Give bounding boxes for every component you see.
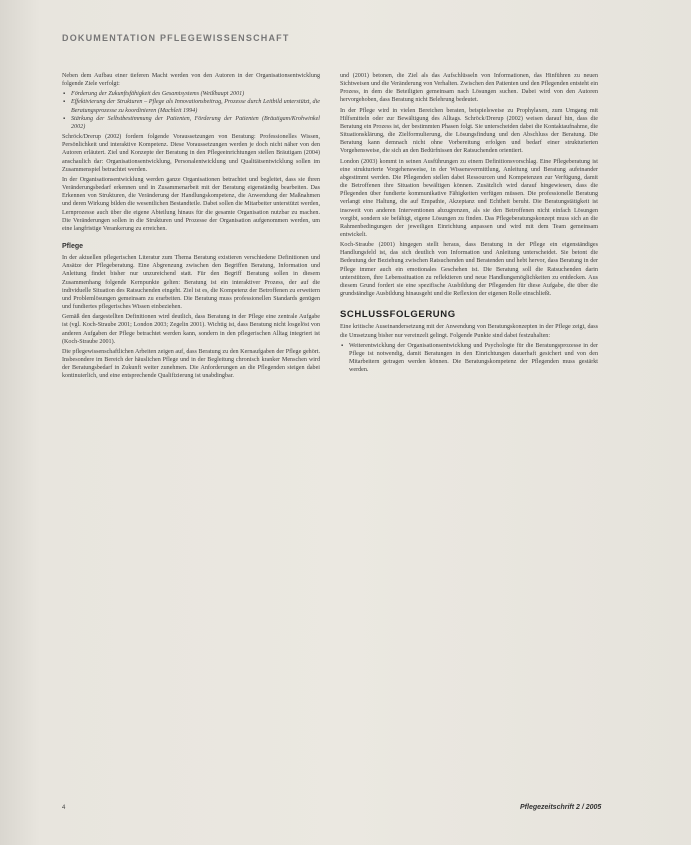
paragraph: und (2001) betonen, die Ziel als das Aufschlüsseln von Informationen, das Hinführen zu neuen Sichtweisen und die Veränderung von Verhalten. Zwischen den Patienten und den Pflegenden entsteht ein Prozess, in dem die Beteiligten gemeinsam nach Lösungen suchen. Dabei wird von den Autoren hervorgehoben, dass Beratung nicht Belehrung bedeutet. bbox=[340, 73, 598, 104]
bullet-item: ▪ Weiterentwicklung der Organisationsentwicklung und Psychologie für die Beratungsprozesse in der Pflege ist notwendig, damit Beratungen in den Einrichtungen dauerhaft gesichert und von den Mitarbeitern getragen werden können. Die Beratungskompetenz der Pflegenden muss gestärkt werden. bbox=[349, 342, 598, 375]
paragraph: Gemäß den dargestellten Definitionen wird deutlich, dass Beratung in der Pflege eine zentrale Aufgabe ist (vgl. Koch-Straube 2001; London 2003; Zegelin 2001). Wichtig ist, dass Beratung nicht losgelöst von anderen Aufgaben der Pflege betrachtet werden kann, sondern in den pflegerischen Alltag integriert ist (Koch-Straube 2001). bbox=[62, 314, 320, 345]
bullet-item: ▪ Förderung der Zukunftsfähigkeit des Gesamtsystems (Weißhaupt 2001) bbox=[71, 90, 320, 98]
left-column bbox=[62, 72, 320, 382]
paragraph: In der aktuellen pflegerischen Literatur zum Thema Beratung existieren verschiedene Definitionen und Ansätze der Pflegeberatung. Eine Abgrenzung zwischen den Begriffen Beratung, Information und Anleitung findet bisher nur unzureichend statt. Für den Begriff Beratung sollen in diesem Zusammenhang folgende Kernpunkte gelten: Beratung ist ein interaktiver Prozess, der auf die individuelle Situation des Ratsuchenden eingeht. Ziel ist es, die Kompetenz der Betroffenen zu erweitern und Problemlösungen gemeinsam zu erarbeiten. Die Beratung muss professionellen Standards genügen und fundiertes pflegerisches Wissen einbeziehen. bbox=[62, 255, 320, 311]
page-number: 4 bbox=[62, 805, 66, 811]
publication-title: Pflegezeitschrift 2 / 2005 bbox=[520, 804, 602, 811]
running-header: DOKUMENTATION PFLEGEWISSENSCHAFT bbox=[62, 33, 290, 43]
paragraph: Koch-Straube (2001) hingegen stellt heraus, dass Beratung in der Pflege ein eigenständiges Handlungsfeld ist, das sich deutlich von Information und Anleitung unterscheidet. Sie betont die Bedeutung der Beziehung zwischen Ratsuchenden und Beratenden und hebt hervor, dass Beratung in der Pflege immer auch ein emotionales Geschehen ist. Die Beratung soll die Ratsuchenden darin unterstützen, ihre Lebenssituation zu reflektieren und neue Handlungsmöglichkeiten zu entdecken. Aus diesem Grund fordert sie eine spezifische Ausbildung der Pflegenden für diese Aufgabe, die über die grundständige Ausbildung hinausgeht und die Reflexion der eigenen Rolle einschließt. bbox=[340, 242, 598, 298]
bullet-item: ▪ Effektivierung der Strukturen – Pflege als Innovationsbeitrag, Prozesse durch Leitbild unterstützt, die Beratungsprozesse zu koordinieren (Machleit 1994) bbox=[71, 98, 320, 114]
paragraph: In der Pflege wird in vielen Bereichen beraten, beispielsweise zu Prophylaxen, zum Umgang mit Hilfsmitteln oder zur Bewältigung des Alltags. Schröck/Drerup (2002) weisen darauf hin, dass die Beratung ein Prozess ist, der bestimmten Phasen folgt. Sie unterscheiden dabei die Kontaktaufnahme, die Situationsklärung, die Zielformulierung, die Lösungsfindung und den Abschluss der Beratung. Die Beratung kann demnach nicht ohne Vorbereitung erfolgen und bedarf einer strukturierten Vorgehensweise, die sich an den Bedürfnissen der Ratsuchenden orientiert. bbox=[340, 107, 598, 155]
section-heading: SCHLUSSFOLGERUNG bbox=[340, 309, 456, 321]
paragraph: London (2003) kommt in seinen Ausführungen zu einem Definitionsvorschlag. Eine Pflegeberatung ist eine strukturierte Vorgehensweise, in der Wissensvermittlung, Anleitung und Beratung aufeinander abgestimmt werden. Die Pflegenden stellen dabei Ressourcen und Kompetenzen zur Verfügung, damit die Betroffenen ihre Situation bewältigen können. Zusätzlich wird darauf hingewiesen, dass die Pflegenden über fundierte kommunikative Fähigkeiten verfügen müssen. Die professionelle Beratung verlangt eine Haltung, die auf Empathie, Akzeptanz und Echtheit beruht. Die Beratungstätigkeit ist insoweit von anderen Interventionen abzugrenzen, als sie den Betroffenen nicht einfach Lösungen vorgibt, sondern sie befähigt, eigene Lösungen zu finden. Das Pflegeberatungskonzept muss sich an die Rahmenbedingungen der jeweiligen Einrichtung anpassen und wird mit dem Team gemeinsam entwickelt. bbox=[340, 158, 598, 238]
subheading-pflege: Pflege bbox=[62, 242, 84, 250]
paragraph: Eine kritische Auseinandersetzung mit der Anwendung von Beratungskonzepten in der Pflege zeigt, dass die Umsetzung bisher nur vereinzelt gelingt. Folgende Punkte sind dabei festzuhalten: bbox=[340, 324, 598, 339]
bullet-item: ▪ Stärkung der Selbstbestimmung der Patienten, Förderung der Patienten (Bräutigam/Krohwinkel 2002) bbox=[71, 115, 320, 131]
bullet-list bbox=[62, 90, 320, 131]
paragraph: Schröck/Drerup (2002) fordern folgende Voraussetzungen von Beratung: Professionelles Wissen, Persönlichkeit und interaktive Kompetenz. Diese Voraussetzungen werden je doch nicht näher von den Autoren erläutert. Ziel und Konzepte der Beratung in den Pflegeeinrichtungen stellen Bräutigam (2004) anschaulich dar: Organisationsentwicklung, Personalentwicklung und Qualitätsentwicklung sollen im Zusammenspiel betrachtet werden. bbox=[62, 134, 320, 173]
right-column bbox=[340, 72, 598, 376]
paragraph: Neben dem Aufbau einer tieferen Macht werden von den Autoren in der Organisationsentwicklung folgende Ziele verfolgt: bbox=[62, 73, 320, 88]
paragraph: In der Organisationsentwicklung werden ganze Organisationen betrachtet und begleitet, dass sie ihren Veränderungsbedarf erkennen und in Zusammenarbeit mit der Beratung eigenständig bearbeiten. Das Erkennen von Strukturen, die Veränderung der Handlungskompetenz, die Anwendung der Maßnahmen und deren Wirkung bilden die wesentlichen Bestandteile. Dabei sollen die Mitarbeiter unterstützt werden, Lernprozesse auch über die eigene Abteilung hinaus für die gesamte Organisation nutzbar zu machen. Die Veränderungen sollen in die Strukturen und Prozesse der Organisation aufgenommen werden, um eine langfristige Verankerung zu erreichen. bbox=[62, 176, 320, 232]
paragraph: Die pflegewissenschaftlichen Arbeiten zeigen auf, dass Beratung zu den Kernaufgaben der Pflege gehört. Insbesondere im Bereich der häuslichen Pflege und in der Begleitung chronisch kranker Menschen wird der Beratungsbedarf in Zukunft weiter zunehmen. Die Anforderungen an die Pflegenden steigen dabei kontinuierlich, und eine entsprechende Qualifizierung ist unabdingbar. bbox=[62, 348, 320, 380]
bullet-list bbox=[340, 342, 598, 375]
